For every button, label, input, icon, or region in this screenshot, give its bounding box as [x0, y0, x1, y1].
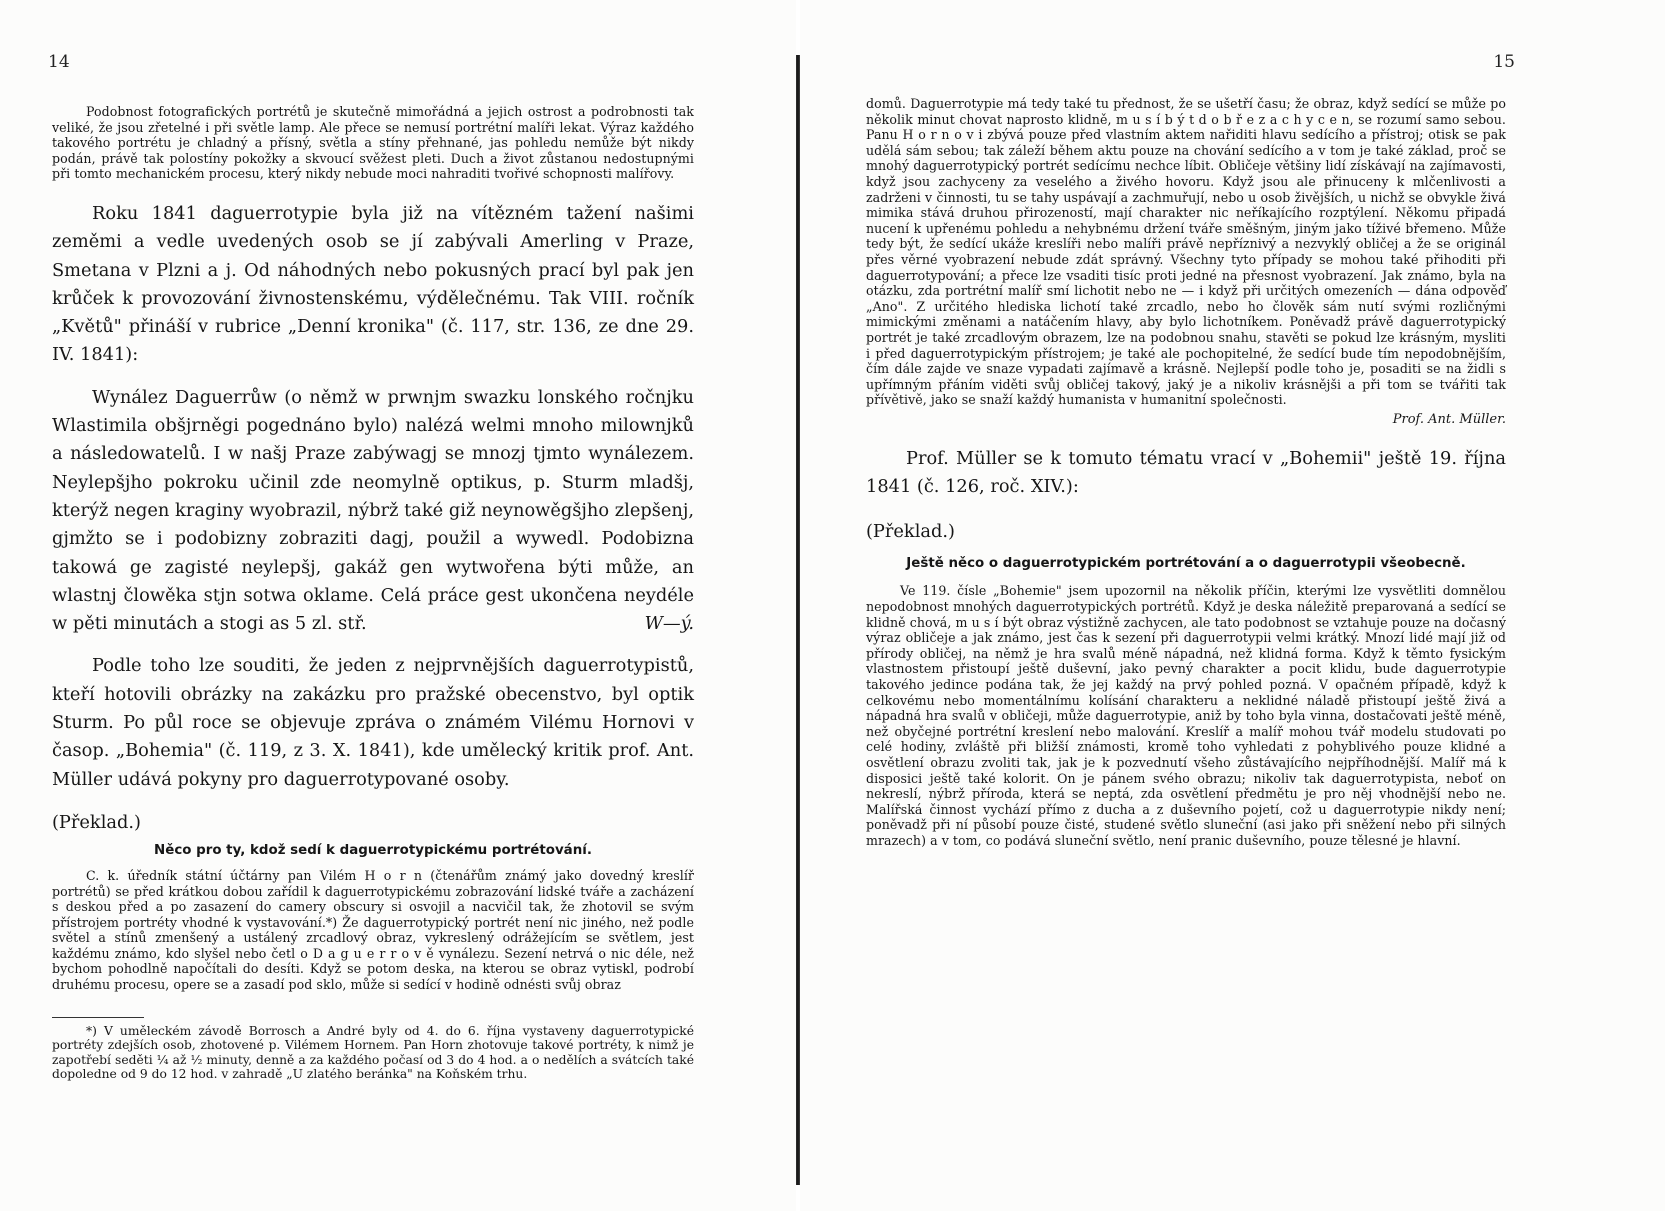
kvety-quote-body: Wynález Daguerrůw (o němž w prwnjm swazku lonského ročnjku Wlastimila obšjrněgi pogednáno bylo) nalézá welmi mnoho milownjků a následowatelů. I w našj Praze zabýwagj se mnozj tjmto wynálezem. Neylepšjho pokroku učinil zde neomylně optikus, p. Sturm mladšj, kterýž negen kraginy wyobrazil, nýbrž také giž neynowěgšjho zlepšenj, gjmžto se i podobizny zobraziti dagj, použil a wywedl. Podobizna takowá ge zagisté neylepšj, gakáž gen wytwořena býti může, an wlastnj člowěka stjn sotwa oklame. Celá práce gest ukončena neydéle w pěti minutách a stogi as 5 zl. stř. — [52, 386, 694, 635]
kvety-quote-block — [52, 384, 694, 639]
body-paragraph-muller: Prof. Müller se k tomuto tématu vrací v „Bohemii" ještě 19. října 1841 (č. 126, roč. XIV.): — [866, 447, 1506, 498]
right-page — [800, 0, 1665, 1211]
left-text-column — [52, 104, 694, 1082]
left-page — [0, 0, 796, 1211]
horn-article-continuation: domů. Daguerrotypie má tedy také tu přednost, že se ušetří času; že obraz, když sedící se může po několik minut chovat naprosto klidně, m u s í b ý t d o b ř e z a c h y c e n, se rozumí samo sebou. Panu H o r n o v i zbývá pouze před vlastním aktem nařiditi hlavu sedícího a přístroj; otisk se pak udělá sám sebou; tak záleží během aktu pouze na chování sedícího a v tom je také základ, proč se mnohý daguerrotypický portrét sedícímu nechce líbit. Obličeje většiny lidí získávají na zajímavosti, když jsou zachyceny za veselého a živého hovoru. Když jsou ale přinuceny k mlčenlivosti a zadrženi v činnosti, tu se tahy uspávají a zachmuřují, nebo u osob živějších, u nichž se obvykle živá mimika stává druhou přirozeností, mají charakter nic neříkajícího rozptýlení. Někomu připadá nucení k upřenému pohledu a nehybnému držení tváře směšným, jiným jako tíživé břemeno. Může tedy být, že sedící ukáže kreslíři nebo malíři právě nepříznivý a nezvyklý obličej a že se originál přes věrné vyobrazení nebude zdát správný. Všechny tyto případy se mohou také přihoditi při daguerrotypování; a přece lze vsaditi tisíc proti jedné na přesnost vyobrazení. Jak známo, byla na otázku, zda portrétní malíř smí lichotit nebo ne — i když při určitých omezeních — dána odpověď „Ano". Z určitého hlediska lichotí také zrcadlo, nebo ho člověk sám nutí svými rozličnými mimickými změnami a natáčením hlavy, aby bylo lichotníkem. Poněvadž právě daguerrotypický portrét je také zrcadlovým obrazem, lze na podobnou snahu, stavěti se pokud lze krásným, mysliti i před daguerrotypickým přístrojem; je také ale pochopitelné, že sedící bude tím nepodobnějším, čím dále zajde ve snaze vypadati zajímavě a krásně. Nejlepší podle toho je, posaditi se na židli s upřímným přáním viděti svůj obličej takový, jaký je a nikoliv krásnějši a při tom se tvářiti tak přívětivě, jako se snaží každý humanista v humanitní společnosti. — [866, 96, 1506, 408]
translation-label: (Překlad.) — [52, 811, 141, 833]
footnote-text: *) V uměleckém závodě Borrosch a André byly od 4. do 6. října vystaveny daguerrotypické portréty zdejších osob, zhotovené p. Vilémem Hornem. Pan Horn zhotovuje takové portréty, k nimž je zapotřebí seděti ¼ až ½ minuty, denně a za každého počasí od 3 do 4 hod. a o nedělích a svátcích také dopoledne od 9 do 12 hod. v zahradě „U zlatého beránka" na Koňském trhu. — [52, 1023, 694, 1082]
second-article-paragraph: Ve 119. čísle „Bohemie" jsem upozornil na několik příčin, kterými lze vysvětliti domnělou nepodobnost mnohých daguerrotypických portrétů. Když je deska náležitě preparovaná a sedící se klidně chová, m u s í být obraz výstižně zachycen, ale tato podobnost se vztahuje pouze na dočasný výraz obličeje a jak známo, jest čas k sezení při daguerrotypii velmi krátký. Mnozí lidé mají již od přírody obličej, na němž je hra svalů méně nápadná, než klidná forma. Když k těmto fysickým vlastnostem přistoupí ještě duševní, jako pevný charakter a pocit klidu, bude daguerrotypie takového jedince podána tak, že jej každý na prvý pohled pozná. V opačném případě, když k celkovému nebo momentálnímu kolísání charakteru a neklidné náladě přistoupí ještě živá a nápadná hra svalů v obličeji, může daguerrotypie, aniž by toho byla vinna, dostačovati ještě méně, než obyčejné portrétní kreslení nebo malování. Kreslíř a malíř mohou tvář modelu studovati po celé hodiny, zvláště při bližší známosti, kromě toho vyhledati z pohyblivého pouze klidné a osvětlení obrazu zvoliti tak, jak je k pozvednutí všeho zůstávajícího nejpříhodnější. Malíř má k disposici ještě také kolorit. On je pánem svého obrazu; nikoliv tak daguerrotypista, neboť on nekreslí, nýbrž příroda, která se neptá, zda osvětlení předmětu je pro něj vhodnější nebo ne. Malířská činnost vychází přímo z ducha a z duševního pojetí, což u daguerrotypie nikdy není; poněvadž při ní působí pouze čisté, studené světlo sluneční (asi jako při sněžení nebo při silných mrazech) a v tom, co podává sluneční světlo, není pranic duševního, pouze tělesné je hlavní. — [866, 583, 1506, 848]
right-text-column — [866, 96, 1506, 849]
kvety-quote-text — [52, 384, 694, 639]
footnote-block — [52, 1017, 694, 1082]
section-heading-right: Ještě něco o daguerrotypickém portrétování a o daguerrotypii všeobecně. — [906, 556, 1466, 572]
translation-label-right: (Překlad.) — [866, 521, 955, 543]
body-paragraph-1841: Roku 1841 daguerrotypie byla již na vítězném tažení našimi zeměmi a vedle uvedených osob se jí zabývali Amerling v Praze, Smetana v Plzni a j. Od náhodných nebo pokusných prací byl pak jen krůček k provozování živnostenskému, výdělečnému. Tak VIII. ročník „Květů" přináší v rubrice „Denní kronika" (č. 117, str. 136, ze dne 29. IV. 1841): — [52, 202, 694, 366]
intro-quote-paragraph: Podobnost fotografických portrétů je skutečně mimořádná a jejich ostrost a podrobnosti tak veliké, že jsou zřetelné i při světle lamp. Ale přece se nemusí portrétní malíři lekat. Výraz každého takového portrétu je chladný a přísný, světla a stíny přehnané, jas pohledu nemůže být nikdy podán, právě tak polostíny pokožky a skvoucí svěžest pleti. Duch a život zůstanou nedostupnými při tomto mechanickém procesu, který nikdy nebude moci nahraditi tvořivé schopnosti malířovy. — [52, 104, 694, 182]
page-number-left: 14 — [48, 52, 70, 72]
page-number-right: 15 — [1493, 52, 1515, 72]
horn-article-paragraph: C. k. úředník státní účtárny pan Vilém H o r n (čtenářům známý jako dovedný kreslíř portrétů) se před krátkou dobou zařídil k daguerrotypickému zobrazování lidské tváře a zacházení s deskou před a po zasazení do camery obscury si osvojil a nacvičil tak, že zhotovil se svým přístrojem portréty vhodné k vystavování.*) Že daguerrotypický portrét není nic jiného, než podle světel a stínů zmenšený a ustálený zrcadlový obraz, vykreslený odrážejícím se světlem, jest každému známo, kdo slyšel nebo četl o D a g u e r r o v ě vynálezu. Sezení netrvá o nic déle, než bychom pohodlně napočítali do desíti. Když se potom deska, na kterou se obraz vytiskl, podrobí druhému procesu, opere se a zasadí pod sklo, může si sedící v hodině odnésti svůj obraz — [52, 867, 694, 993]
author-signature: Prof. Ant. Müller. — [1392, 411, 1506, 427]
kvety-quote-signature: W—ý. — [644, 613, 694, 635]
body-paragraph-sturm: Podle toho lze souditi, že jeden z nejprvnějších daguerrotypistů, kteří hotovili obrázky na zakázku pro pražské obecenstvo, byl optik Sturm. Po půl roce se objevuje zpráva o známém Vilému Hornovi v časop. „Bohemia" (č. 119, z 3. X. 1841), kde umělecký kritik prof. Ant. Müller udává pokyny pro daguerrotypované osoby. — [52, 655, 694, 790]
section-heading-left: Něco pro ty, kdož sedí k daguerrotypickému portrétování. — [154, 842, 592, 858]
footnote-rule — [52, 1017, 144, 1018]
